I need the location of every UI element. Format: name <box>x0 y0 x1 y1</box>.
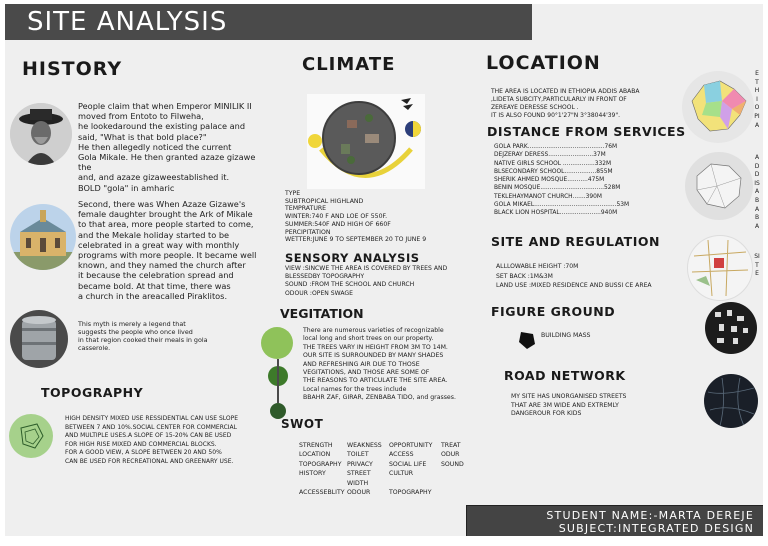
location-heading: LOCATION <box>486 52 601 74</box>
swot-header-treat: TREAT <box>441 442 461 449</box>
tree-stem-divider <box>277 359 279 403</box>
swot-cell: ACCESS <box>389 451 414 459</box>
addis-ababa-label: ADDIS ABABA <box>754 154 760 230</box>
regulation-heading: SITE AND REGULATION <box>491 234 660 249</box>
figure-ground-image <box>705 302 757 354</box>
swot-cell: TOPOGRAPHY <box>389 489 432 497</box>
history-paragraph-3: This myth is merely a legend that suggests the people who once lived in that region cooked their meals in gola casserole. <box>78 320 208 352</box>
subject-name: SUBJECT:INTEGRATED DESIGN <box>558 522 754 535</box>
road-network-image <box>704 374 758 428</box>
location-text: THE AREA IS LOCATED IN ETHIOPIA ADDIS ABABA ,LIDETA SUBCITY,PARTICULARLY IN FRONT OF ZEREAYE DERESSE SCHOOL . IT IS ALSO FOUND 90°1'27"N 3°38044'39". <box>491 88 640 119</box>
road-network-heading: ROAD NETWORK <box>504 368 626 383</box>
history-paragraph-1: People claim that when Emperor MINILIK II moved from Entoto to Filweha, he lookedaround the existing palace and said, "What is that bold place?" He then allegedly noticed the current Gola Mikale. He then granted azaze gizawe the and, and azaze gizaweestablished it. BOLD "gola" in amharic <box>78 101 256 193</box>
swot-cell: TOILET <box>347 451 369 459</box>
site-label: SITE <box>754 253 760 278</box>
swot-cell: SOCIAL LIFE <box>389 460 427 468</box>
topography-heading: TOPOGRAPHY <box>41 385 144 400</box>
figure-ground-heading: FIGURE GROUND <box>491 304 616 319</box>
addis-ababa-map-image <box>685 152 753 220</box>
sensory-heading: SENSORY ANALYSIS <box>285 251 420 265</box>
building-mass-icon <box>517 330 537 354</box>
history-paragraph-2: Second, there was When Azaze Gizawe's female daughter brought the Ark of Mikale to that area, more people started to come, and the Mekale holiday started to be celebrated in a great way with monthly programs with more people. It became well known, and they named the church after it because the celebration spread and became bold. At that time, there was a church in the areacalled Piraklitos. <box>78 199 257 301</box>
climate-text: TYPE SUBTROPICAL HIGHLAND TEMPRATURE WINTER:740 F AND LOE OF 550F. SUMMER:540F AND HIGH OF 660F PERCIPITATION WETTER:JUNE 9 TO SEPTEMBER 20 TO JUNE 9 <box>285 190 427 244</box>
building-mass-label: BUILDING MASS <box>541 332 591 339</box>
site-plan-image <box>687 235 753 301</box>
swot-cell: SOUND <box>441 460 464 468</box>
swot-cell: STREET WIDTH <box>347 470 371 487</box>
page-title: SITE ANALYSIS <box>27 7 228 37</box>
swot-header-strength: STRENGTH <box>299 442 333 449</box>
list-item: GOLA MIKAEL............................................53M <box>494 202 630 209</box>
swot-cell: LOCATION <box>299 451 331 459</box>
swot-cell: PRIVACY <box>347 460 373 468</box>
list-item: TEKLEHAYMANOT CHURCH.......390M <box>494 193 602 200</box>
list-item: DEJZERAY DERESS........................37M <box>494 152 606 159</box>
topography-map-image <box>9 414 53 458</box>
distance-heading: DISTANCE FROM SERVICES <box>487 124 686 139</box>
climate-heading: CLIMATE <box>302 54 396 75</box>
menelik-portrait-image <box>10 103 72 165</box>
title-banner <box>5 4 532 40</box>
regulation-text: ALLLOWABLE HEIGHT :70M SET BACK :1M&3M LAND USE :MIXED RESIDENCE AND BUSSI CE AREA <box>496 263 652 290</box>
swot-cell <box>441 469 479 488</box>
list-item: SHERIK AHMED MOSQUE...........475M <box>494 177 605 184</box>
topography-text: HIGH DENSITY MIXED USE RESSIDENTIAL CAN USE SLOPE BETWEEN 7 AND 10%.SOCIAL CENTER FOR COMMERCIAL AND MULTIPLE USES.A SLOPE OF 15-20% CAN BE USED FOR HIGH RISE MIXED AND COMMERCIAL BLOCKS. FOR A GOOD VIEW, A SLOPE BETWEEN 20 AND 50% CAN BE USED FOR RECREATIONAL AND GREENARY USE. <box>65 415 239 465</box>
student-name: STUDENT NAME:-MARTA DEREJE <box>546 509 754 522</box>
swot-header-opportunity: OPPORTUNITY <box>389 442 433 449</box>
distance-list <box>494 143 674 218</box>
ethiopia-map-image <box>682 71 754 143</box>
poster <box>5 4 763 536</box>
ethiopia-label: ETHIOPIA <box>754 70 760 129</box>
history-heading: HISTORY <box>22 58 123 80</box>
swot-cell: TOPOGRAPHY <box>299 460 342 468</box>
swot-cell: CULTUR <box>389 470 414 478</box>
list-item: BLACK LION HOSPITAL......................940M <box>494 210 618 217</box>
swot-header-weakness: WEAKNESS <box>347 442 382 449</box>
vegetation-heading: VEGITATION <box>280 306 364 321</box>
list-item: NATIVE GIRLS SCHOOL .................332M <box>494 160 612 167</box>
list-item: BLSECONDARY SCHOOL.................855M <box>494 168 613 175</box>
list-item: BENIN MOSQUE..................................528M <box>494 185 621 192</box>
church-image <box>10 204 76 270</box>
swot-cell: ODOUR <box>347 489 371 497</box>
tree-icon-large <box>261 327 293 359</box>
climate-diagram <box>307 94 425 189</box>
road-network-text: MY SITE HAS UNORGANISED STREETS THAT ARE 3M WIDE AND EXTREMLY DANGEROUR FOR KIDS <box>511 393 627 418</box>
swot-cell: HISTORY <box>299 470 326 478</box>
student-info-box <box>466 505 763 536</box>
swot-cell <box>441 488 479 497</box>
swot-heading: SWOT <box>281 417 324 431</box>
vegetation-text: There are numerous varieties of recognizable local long and short trees on our property. THE TREES VARY IN HEIGHT FROM 3M TO 14M. OUR SITE IS SURROUNDED BY MANY SHADES AND REFRESHING AIR DUE TO THOSE VEGITATIONS, AND THOSE ARE SOME OF THE REASONS TO ARTICULATE THE SITE AREA. Local names for the trees include BBAHR ZAF, GIRAR, ZENBABA TIDO, and grasses. <box>303 327 456 402</box>
swot-cell: ACCESSEBLITY <box>299 489 345 497</box>
list-item: GOLA PARK.........................................76M <box>494 144 618 150</box>
swot-cell: ODUR <box>441 451 460 459</box>
gola-pot-image <box>10 310 68 368</box>
swot-table <box>299 441 479 497</box>
sensory-text: VIEW :SINCWE THE AREA IS COVERED BY TREES AND BLESSEDBY TOPOGRAPHY SOUND :FROM THE SCHOOL AND CHURCH ODOUR :OPEN SWAGE <box>285 265 448 297</box>
